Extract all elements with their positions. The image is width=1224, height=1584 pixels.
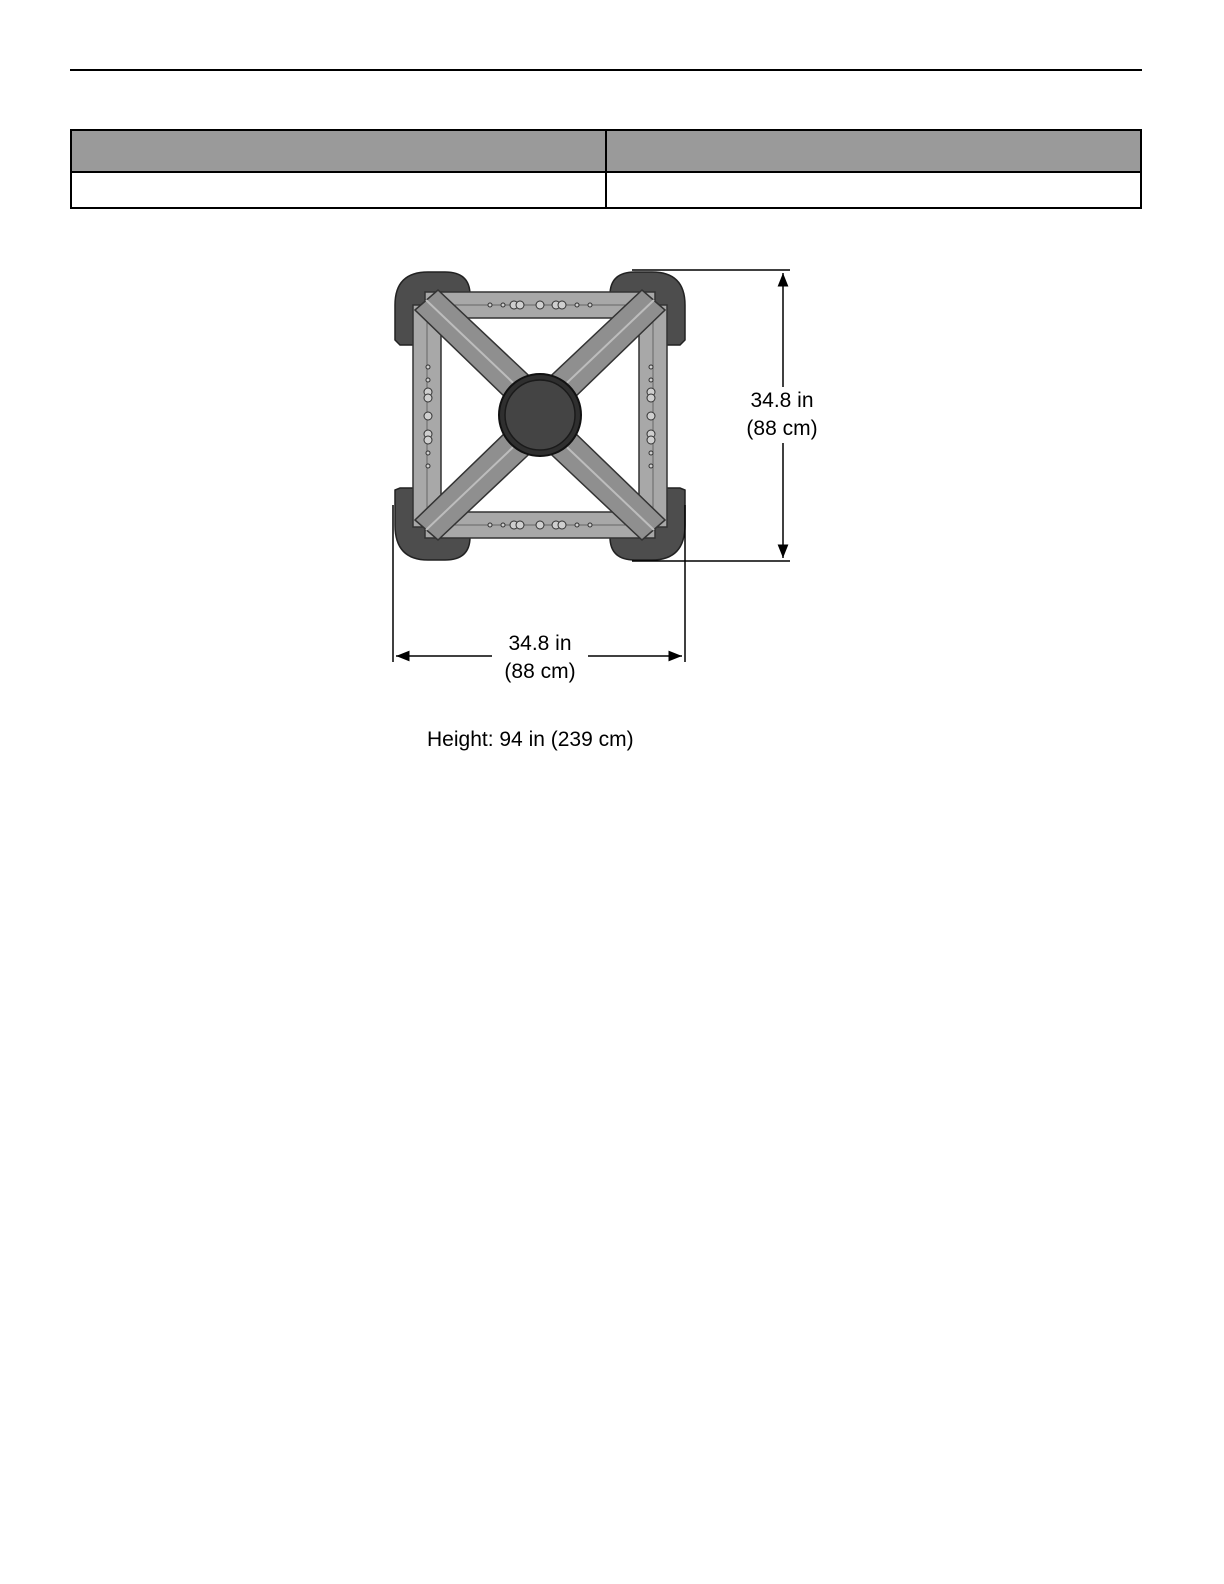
width-dimension-label — [492, 630, 588, 686]
center-column — [499, 374, 581, 456]
base-top-view-drawing — [380, 255, 840, 695]
width-dimension-cm: (88 cm) — [504, 660, 576, 683]
depth-dimension-label — [736, 387, 828, 443]
height-note: Height: 94 in (239 cm) — [427, 728, 634, 751]
depth-dimension-cm: (88 cm) — [746, 417, 818, 440]
spec-table — [70, 129, 1142, 209]
spec-table-cell — [71, 172, 606, 208]
depth-dimension-inches: 34.8 in — [750, 389, 814, 412]
spec-table-cell — [606, 172, 1141, 208]
spec-table-header-row — [71, 130, 1141, 172]
spec-table-header-cell — [606, 130, 1141, 172]
width-dimension-inches: 34.8 in — [508, 632, 572, 655]
spec-table-header-cell — [71, 130, 606, 172]
header-rule — [70, 69, 1142, 71]
table-row — [71, 172, 1141, 208]
